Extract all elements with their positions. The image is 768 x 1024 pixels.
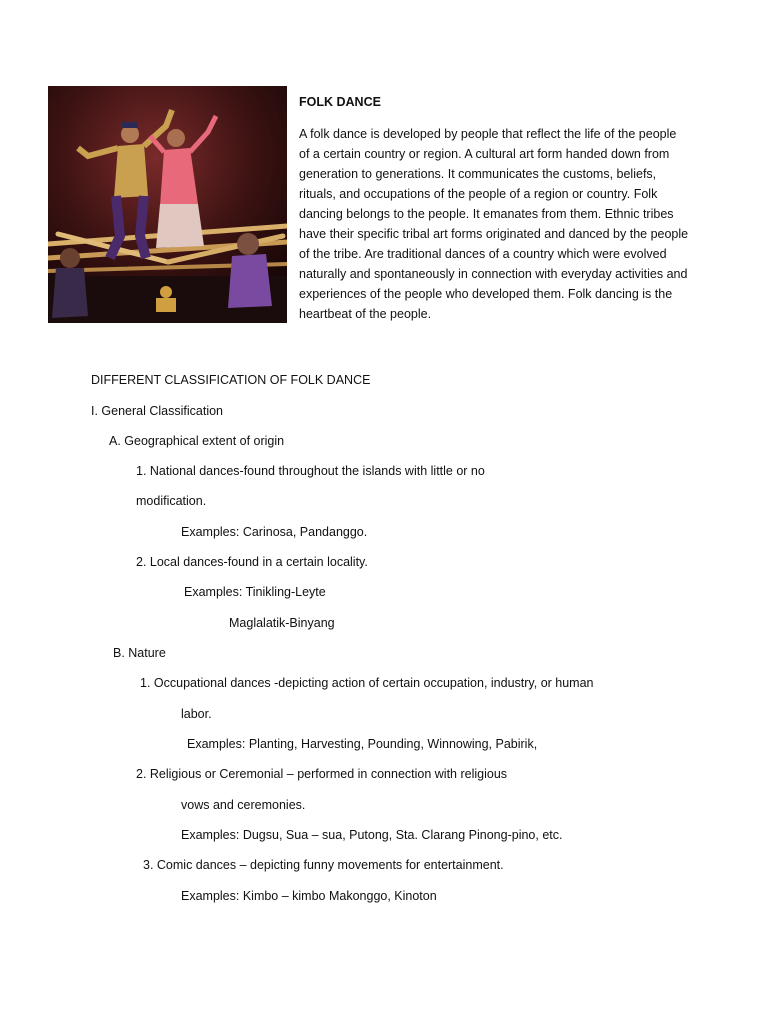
paragraph-line: heartbeat of the people. [299,307,432,321]
section-heading: DIFFERENT CLASSIFICATION OF FOLK DANCE [91,373,371,387]
national-dances-item: 1. National dances-found throughout the islands with little or no [136,464,485,478]
national-dances-continued: modification. [136,494,207,508]
paragraph-line: rituals, and occupations of the people of a region or country. Folk [299,187,658,201]
paragraph-line: dancing belongs to the people. It emanates from them. Ethnic tribes [299,207,674,221]
paragraph-line: A folk dance is developed by people that reflect the life of the people [299,127,677,141]
comic-dances-examples: Examples: Kimbo – kimbo Makonggo, Kinoton [181,889,437,903]
paragraph-line: generation to generations. It communicates the customs, beliefs, [299,167,657,181]
folk-dance-illustration [48,86,287,323]
religious-dances-examples: Examples: Dugsu, Sua – sua, Putong, Sta. Clarang Pinong-pino, etc. [181,828,563,842]
occupational-dances-item: 1. Occupational dances -depicting action of certain occupation, industry, or human [140,676,594,690]
paragraph-line: of the tribe. Are traditional dances of a country which were evolved [299,247,667,261]
paragraph-line: of a certain country or region. A cultural art form handed down from [299,147,670,161]
local-dances-examples-continued: Maglalatik-Binyang [229,616,335,630]
general-classification-heading: I. General Classification [91,404,224,418]
occupational-dances-continued: labor. [181,707,212,721]
local-dances-examples: Examples: Tinikling-Leyte [184,585,326,599]
paragraph-line: experiences of the people who developed them. Folk dancing is the [299,287,673,301]
local-dances-item: 2. Local dances-found in a certain locality. [136,555,368,569]
national-dances-examples: Examples: Carinosa, Pandanggo. [181,525,368,539]
paragraph-line: have their specific tribal art forms originated and danced by the people [299,227,689,241]
religious-dances-continued: vows and ceremonies. [181,798,306,812]
nature-heading: B. Nature [113,646,166,660]
geographical-heading: A. Geographical extent of origin [109,434,285,448]
paragraph-line: naturally and spontaneously in connection with everyday activities and [299,267,688,281]
comic-dances-item: 3. Comic dances – depicting funny movements for entertainment. [143,858,504,872]
folk-dance-photo [48,86,287,323]
religious-dances-item: 2. Religious or Ceremonial – performed in connection with religious [136,767,508,781]
page-title: FOLK DANCE [299,95,381,109]
occupational-dances-examples: Examples: Planting, Harvesting, Pounding, Winnowing, Pabirik, [187,737,538,751]
